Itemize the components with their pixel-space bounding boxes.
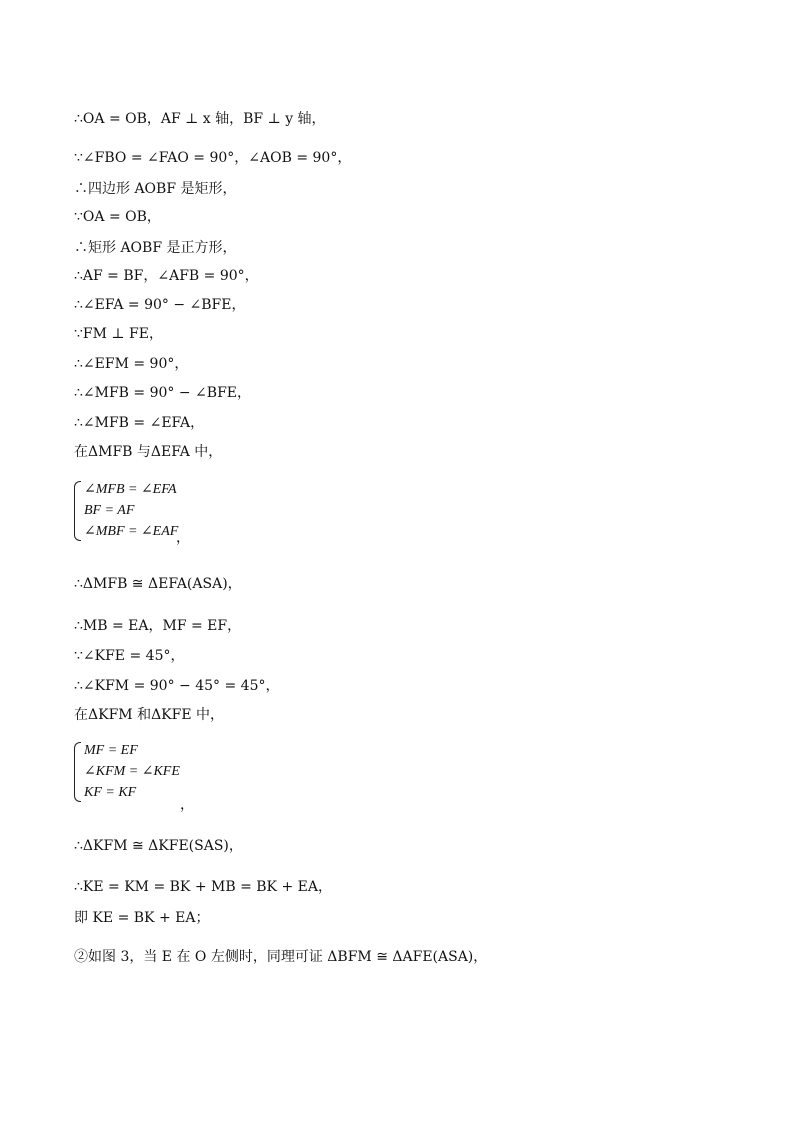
system-row: BF = AF [84,503,135,518]
system-tail: ， [180,798,194,813]
proof-line: ∴四边形 AOBF 是矩形， [74,181,237,197]
proof-line: ∴OA = OB，AF ⊥ x 轴，BF ⊥ y 轴， [74,111,326,127]
proof-line: ∴ΔKFM ≅ ΔKFE(SAS)， [74,838,243,854]
proof-line: ∴∠MFB = ∠EFA， [74,415,205,431]
system-tail: ， [176,531,190,546]
system-row: ∠MBF = ∠EAF [84,524,179,539]
proof-line: ∴KE = KM = BK + MB = BK + EA， [74,879,332,895]
proof-line: ∴∠EFA = 90° − ∠BFE， [74,297,246,313]
proof-line: ∴矩形 AOBF 是正方形， [74,240,237,256]
system-row: KF = KF [84,785,137,800]
proof-line: ∵∠FBO = ∠FAO = 90°，∠AOB = 90°， [74,150,352,166]
equation-system-2 [74,742,214,813]
left-brace [74,742,81,802]
proof-line: ∴AF = BF，∠AFB = 90°， [74,268,259,284]
proof-line: 在ΔKFM 和ΔKFE 中， [74,707,225,723]
proof-line: ∵OA = OB， [74,209,161,225]
proof-line: ∴∠MFB = 90° − ∠BFE， [74,385,252,401]
proof-line: ∴∠EFM = 90°， [74,356,189,372]
proof-line: ∵FM ⊥ FE， [74,326,163,342]
proof-line: ∵∠KFE = 45°， [74,648,185,664]
left-brace [74,481,81,541]
proof-line: 即 KE = BK + EA； [74,910,210,926]
system-row: ∠MFB = ∠EFA [84,482,177,497]
equation-system-1 [74,481,214,545]
proof-line: 在ΔMFB 与ΔEFA 中， [74,444,223,460]
proof-line: ∴ΔMFB ≅ ΔEFA(ASA)， [74,576,242,592]
proof-line: ②如图 3，当 E 在 O 左侧时，同理可证 ΔBFM ≅ ΔAFE(ASA)， [74,949,488,965]
system-row: MF = EF [84,743,138,758]
proof-line: ∴∠KFM = 90° − 45° = 45°， [74,678,280,694]
system-row: ∠KFM = ∠KFE [84,764,180,779]
proof-line: ∴MB = EA，MF = EF， [74,618,242,634]
